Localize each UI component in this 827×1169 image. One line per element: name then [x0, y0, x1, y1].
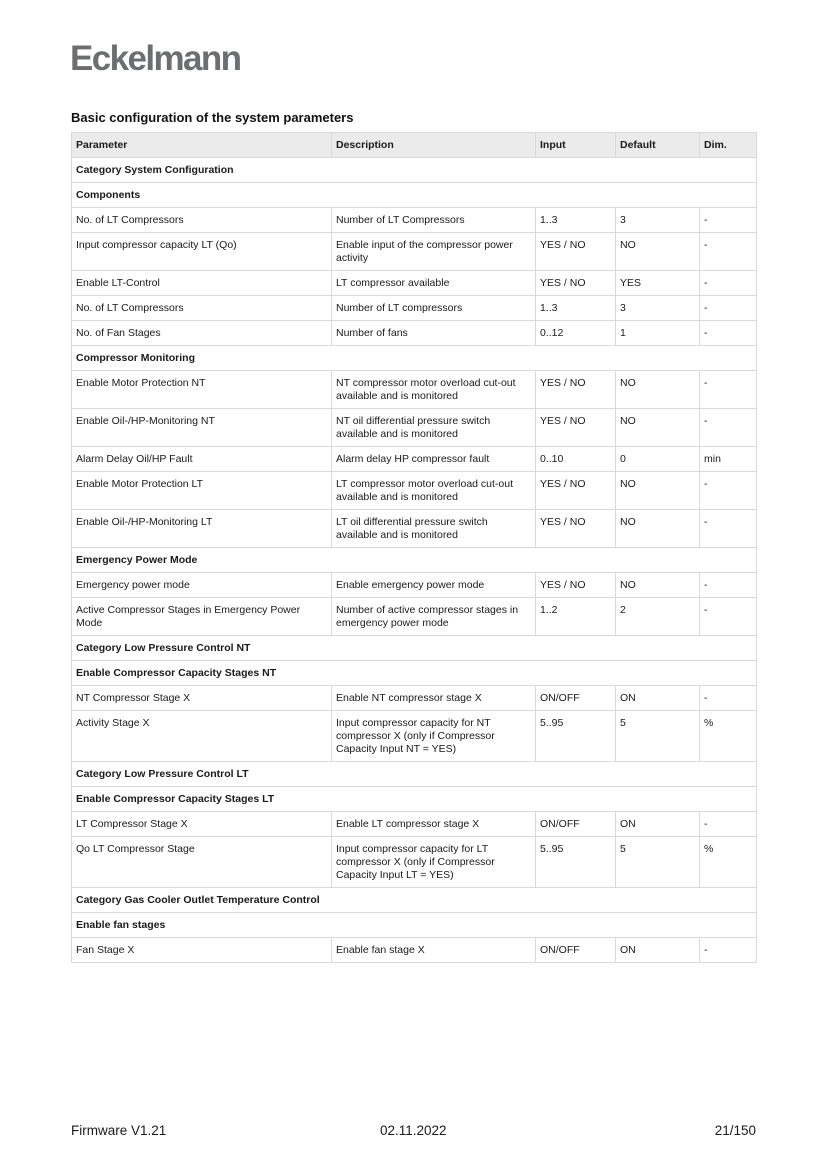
cell-parameter: Active Compressor Stages in Emergency Power Mode — [72, 598, 332, 636]
cell-parameter: Enable Oil-/HP-Monitoring LT — [72, 510, 332, 548]
cell-input: YES / NO — [536, 409, 616, 447]
column-header-default: Default — [616, 133, 700, 158]
footer-firmware: Firmware V1.21 — [71, 1123, 167, 1138]
category-row — [72, 636, 757, 661]
cell-parameter: Input compressor capacity LT (Qo) — [72, 233, 332, 271]
cell-default: NO — [616, 472, 700, 510]
table-row — [72, 837, 757, 888]
table-row — [72, 371, 757, 409]
category-row — [72, 548, 757, 573]
cell-description: LT compressor available — [332, 271, 536, 296]
cell-description: Number of fans — [332, 321, 536, 346]
company-logo: Eckelmann — [70, 39, 241, 78]
cell-default: 2 — [616, 598, 700, 636]
category-row — [72, 346, 757, 371]
cell-description: Input compressor capacity for LT compressor X (only if Compressor Capacity Input LT = YES) — [332, 837, 536, 888]
table-row — [72, 296, 757, 321]
category-label: Category System Configuration — [72, 158, 757, 183]
cell-description: Number of LT Compressors — [332, 208, 536, 233]
table-row — [72, 409, 757, 447]
cell-dim: - — [700, 938, 757, 963]
table-row — [72, 208, 757, 233]
cell-description: Number of LT compressors — [332, 296, 536, 321]
table-row — [72, 271, 757, 296]
cell-dim: min — [700, 447, 757, 472]
cell-parameter: Enable Motor Protection LT — [72, 472, 332, 510]
cell-default: ON — [616, 812, 700, 837]
cell-dim: - — [700, 510, 757, 548]
category-row — [72, 787, 757, 812]
cell-dim: - — [700, 598, 757, 636]
table-row — [72, 711, 757, 762]
category-row — [72, 913, 757, 938]
category-row — [72, 183, 757, 208]
cell-parameter: No. of LT Compressors — [72, 296, 332, 321]
cell-input: YES / NO — [536, 233, 616, 271]
cell-dim: - — [700, 271, 757, 296]
cell-dim: % — [700, 711, 757, 762]
cell-input: YES / NO — [536, 472, 616, 510]
footer-date: 02.11.2022 — [380, 1123, 447, 1138]
cell-input: YES / NO — [536, 573, 616, 598]
category-row — [72, 661, 757, 686]
category-row — [72, 158, 757, 183]
cell-parameter: NT Compressor Stage X — [72, 686, 332, 711]
cell-description: NT oil differential pressure switch available and is monitored — [332, 409, 536, 447]
category-row — [72, 762, 757, 787]
cell-parameter: Qo LT Compressor Stage — [72, 837, 332, 888]
cell-input: 0..10 — [536, 447, 616, 472]
cell-input: ON/OFF — [536, 812, 616, 837]
column-header-input: Input — [536, 133, 616, 158]
table-row — [72, 472, 757, 510]
table-row — [72, 573, 757, 598]
cell-parameter: LT Compressor Stage X — [72, 812, 332, 837]
column-header-description: Description — [332, 133, 536, 158]
footer-page-number: 21/150 — [714, 1123, 756, 1138]
cell-input: 5..95 — [536, 837, 616, 888]
cell-default: NO — [616, 573, 700, 598]
cell-dim: - — [700, 208, 757, 233]
cell-default: 5 — [616, 711, 700, 762]
category-label: Category Low Pressure Control LT — [72, 762, 757, 787]
cell-parameter: Fan Stage X — [72, 938, 332, 963]
category-label: Compressor Monitoring — [72, 346, 757, 371]
category-label: Enable fan stages — [72, 913, 757, 938]
cell-description: Number of active compressor stages in emergency power mode — [332, 598, 536, 636]
cell-parameter: Enable LT-Control — [72, 271, 332, 296]
cell-dim: - — [700, 321, 757, 346]
cell-dim: - — [700, 409, 757, 447]
cell-dim: - — [700, 296, 757, 321]
cell-input: 1..3 — [536, 296, 616, 321]
cell-default: 1 — [616, 321, 700, 346]
cell-default: 3 — [616, 208, 700, 233]
cell-dim: - — [700, 812, 757, 837]
column-header-dim: Dim. — [700, 133, 757, 158]
cell-default: NO — [616, 233, 700, 271]
cell-default: ON — [616, 686, 700, 711]
cell-default: NO — [616, 510, 700, 548]
cell-description: LT compressor motor overload cut-out available and is monitored — [332, 472, 536, 510]
cell-input: YES / NO — [536, 371, 616, 409]
cell-default: 0 — [616, 447, 700, 472]
category-label: Emergency Power Mode — [72, 548, 757, 573]
cell-description: Enable emergency power mode — [332, 573, 536, 598]
cell-dim: % — [700, 837, 757, 888]
cell-dim: - — [700, 573, 757, 598]
cell-default: YES — [616, 271, 700, 296]
table-row — [72, 938, 757, 963]
category-label: Category Gas Cooler Outlet Temperature Control — [72, 888, 757, 913]
category-label: Components — [72, 183, 757, 208]
table-row — [72, 598, 757, 636]
category-label: Enable Compressor Capacity Stages NT — [72, 661, 757, 686]
column-header-parameter: Parameter — [72, 133, 332, 158]
cell-parameter: No. of Fan Stages — [72, 321, 332, 346]
table-row — [72, 447, 757, 472]
table-row — [72, 686, 757, 711]
cell-parameter: Alarm Delay Oil/HP Fault — [72, 447, 332, 472]
table-row — [72, 812, 757, 837]
table-body — [72, 158, 757, 963]
cell-default: ON — [616, 938, 700, 963]
cell-input: YES / NO — [536, 271, 616, 296]
table-row — [72, 233, 757, 271]
cell-default: NO — [616, 409, 700, 447]
cell-parameter: Emergency power mode — [72, 573, 332, 598]
cell-input: ON/OFF — [536, 686, 616, 711]
cell-description: NT compressor motor overload cut-out available and is monitored — [332, 371, 536, 409]
cell-input: YES / NO — [536, 510, 616, 548]
cell-description: LT oil differential pressure switch available and is monitored — [332, 510, 536, 548]
cell-parameter: Activity Stage X — [72, 711, 332, 762]
cell-dim: - — [700, 472, 757, 510]
cell-default: 5 — [616, 837, 700, 888]
cell-description: Input compressor capacity for NT compressor X (only if Compressor Capacity Input NT = YES) — [332, 711, 536, 762]
cell-description: Enable input of the compressor power activity — [332, 233, 536, 271]
cell-description: Alarm delay HP compressor fault — [332, 447, 536, 472]
cell-parameter: Enable Motor Protection NT — [72, 371, 332, 409]
table-row — [72, 321, 757, 346]
cell-dim: - — [700, 233, 757, 271]
cell-input: ON/OFF — [536, 938, 616, 963]
cell-input: 1..3 — [536, 208, 616, 233]
cell-default: 3 — [616, 296, 700, 321]
cell-input: 0..12 — [536, 321, 616, 346]
cell-default: NO — [616, 371, 700, 409]
cell-description: Enable fan stage X — [332, 938, 536, 963]
cell-input: 1..2 — [536, 598, 616, 636]
table-row — [72, 510, 757, 548]
cell-parameter: Enable Oil-/HP-Monitoring NT — [72, 409, 332, 447]
cell-parameter: No. of LT Compressors — [72, 208, 332, 233]
cell-dim: - — [700, 686, 757, 711]
cell-description: Enable LT compressor stage X — [332, 812, 536, 837]
parameters-table — [71, 132, 757, 963]
cell-input: 5..95 — [536, 711, 616, 762]
cell-dim: - — [700, 371, 757, 409]
table-header-row — [72, 133, 757, 158]
category-row — [72, 888, 757, 913]
cell-description: Enable NT compressor stage X — [332, 686, 536, 711]
section-title: Basic configuration of the system parameters — [71, 110, 354, 125]
category-label: Enable Compressor Capacity Stages LT — [72, 787, 757, 812]
category-label: Category Low Pressure Control NT — [72, 636, 757, 661]
